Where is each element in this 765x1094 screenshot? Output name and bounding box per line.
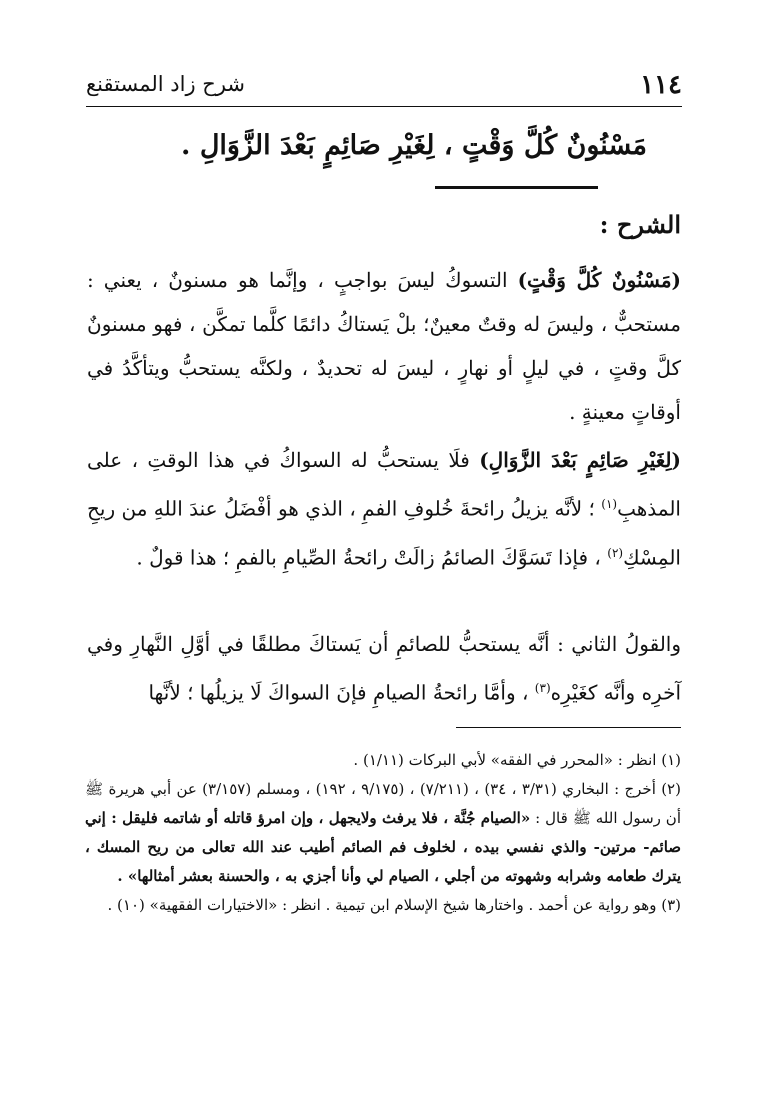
footnotes [85,746,681,920]
paragraph-2-text-c: ، فإذا تَسَوَّكَ الصائمُ زالَتْ رائحةُ الصِّيامِ بالفمِ ؛ هذا قولٌ . [136,545,601,570]
footnote-1: (١) انظر : «المحرر في الفقه» لأبي البركات (١/١١) . [353,751,681,769]
paragraph-1-term: (مَسْنُونٌ كُلَّ وَقْتٍ) [517,268,681,292]
footnote-ref-2[interactable]: (٢) [607,545,624,560]
footnote-ref-1[interactable]: (١) [601,497,618,511]
paragraph-3-text-a: والقولُ الثاني : أنَّه يستحبُّ للصائمِ أن يَستاكَ مطلقًا في أوَّلِ النَّهارِ وفي آخرِه وأنَّه كغَيْرِه [87,632,681,705]
sharh-heading: الشرح : [599,210,681,239]
paragraph-2-text-b: ؛ لأنَّه يزيلُ رائحةَ خُلوفِ الفمِ ، الذي هو أفْضَلُ عندَ اللهِ من ريحِ المِسْكِ [87,496,681,570]
paragraph-1 [87,258,681,434]
paragraph-2 [87,438,681,579]
footnote-2-source: (٢) أخرج : البخاري (٣/٣١ ، ٣٤) ، (٧/٢١١) ، (٩/١٧٥ ، ١٩٢) ، ومسلم (٣/١٥٧) عن أبي هريرة ﷺ أن رسول الله ﷺ قال : [85,780,681,827]
book-title: شرح زاد المستقنع [86,72,245,96]
header-rule [86,106,682,107]
footnote-2 [85,775,681,891]
running-header [86,70,682,106]
paragraph-1-text: التسوكُ ليسَ بواجبٍ ، وإنَّما هو مسنونٌ ، يعني : مستحبٌّ ، وليسَ له وقتٌ معينٌ؛ بلْ يَستاكُ دائمًا كلَّما تمكَّن ، فهو مسنونٌ كلَّ وقتٍ ، في ليلٍ أو نهارٍ ، ليسَ له تحديدٌ ، ولكنَّه يستحبُّ ويتأكَّدُ في أوقاتٍ معينةٍ . [87,268,681,424]
footnote-2-hadith: «الصيام جُنَّة ، فلا يرفث ولايجهل ، وإن امرؤ قاتله أو شاتمه فليقل : إني صائم- مرتين- والذي نفسي بيده ، لخلوف فم الصائم أطيب عند الله تعالى من ريح المسك ، يترك طعامه وشرابه وشهوته من أجلي ، الصيام لي وأنا أجزي به ، والحسنة بعشر أمثالها» . [85,809,681,885]
footnote-rule [456,727,681,728]
footnote-ref-3[interactable]: (٣) [534,681,551,695]
paragraph-2-text-a: فلَا يستحبُّ له السواكُ في هذا الوقتِ ، على المذهبِ [87,448,681,521]
paragraph-3 [87,622,681,715]
matn-rule [435,186,598,189]
footnote-3: (٣) وهو رواية عن أحمد . واختارها شيخ الإسلام ابن تيمية . انظر : «الاختيارات الفقهية» (١٠) . [107,896,681,914]
page-number: ١١٤ [640,70,682,100]
paragraph-3-text-b: ، وأمَّا رائحةُ الصيامِ فإنَ السواكَ لَا يزيلُها ؛ لأنَّها [148,680,529,705]
paragraph-2-term: (لِغَيْرِ صَائِمٍ بَعْدَ الزَّوَالِ) [479,448,681,472]
matn-text: مَسْنُونٌ كُلَّ وَقْتٍ ، لِغَيْرِ صَائِمٍ بَعْدَ الزَّوَالِ . [181,130,647,161]
